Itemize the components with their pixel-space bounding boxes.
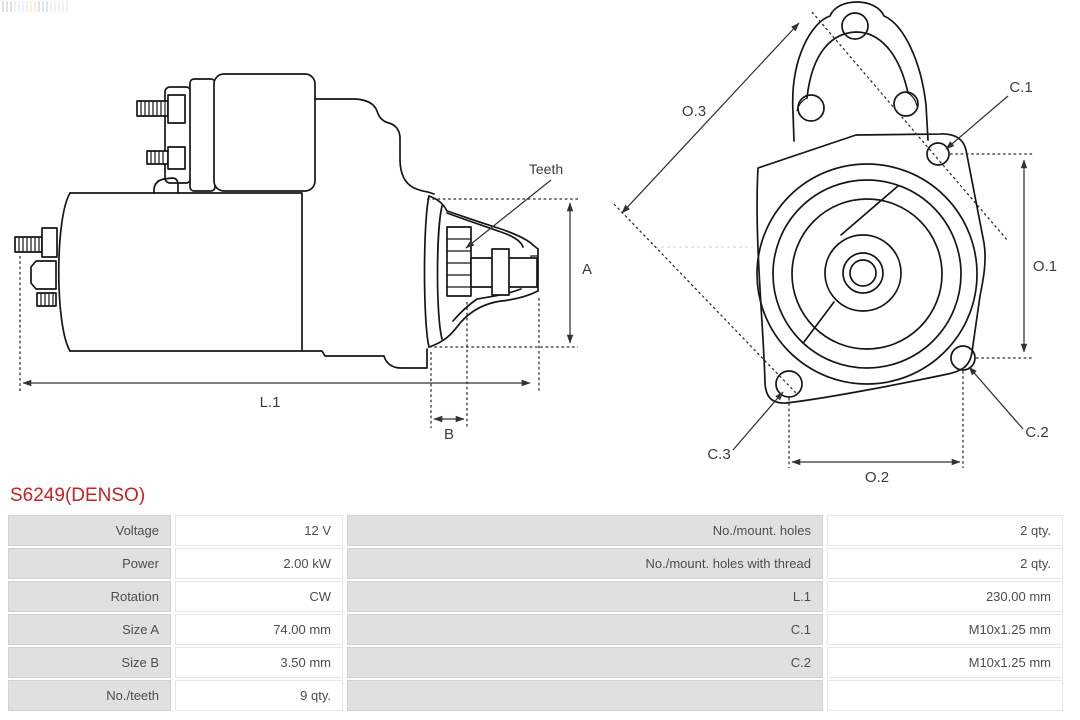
- page-title: S6249(DENSO): [10, 485, 146, 506]
- dim-label-o1: O.1: [1032, 258, 1058, 275]
- spec-value: 3.50 mm: [175, 647, 343, 678]
- pinion-gear: [447, 227, 537, 296]
- table-row: [8, 581, 1064, 612]
- spec-value: 230.00 mm: [827, 581, 1063, 612]
- dim-label-l1: L.1: [259, 394, 281, 411]
- spec-label: Size B: [8, 647, 171, 678]
- table-row: [8, 647, 1064, 678]
- spec-label: C.2: [347, 647, 823, 678]
- spec-label: Voltage: [8, 515, 171, 546]
- spec-value: 2 qty.: [827, 515, 1063, 546]
- dim-label-c1: C.1: [1009, 79, 1033, 96]
- dim-label-o2: O.2: [864, 469, 890, 482]
- housing-circles: [757, 164, 977, 384]
- side-view-drawing: [15, 74, 538, 368]
- spec-label: Power: [8, 548, 171, 579]
- dim-label-c3: C.3: [707, 446, 731, 463]
- spec-label: Rotation: [8, 581, 171, 612]
- spec-label: No./mount. holes: [347, 515, 823, 546]
- front-view-drawing: [757, 2, 985, 403]
- spec-label: C.1: [347, 614, 823, 645]
- dim-label-b: B: [443, 426, 455, 443]
- dim-label-c2: C.2: [1025, 424, 1049, 441]
- table-row: [8, 614, 1064, 645]
- teeth-leader-line: [466, 180, 551, 248]
- spec-label: L.1: [347, 581, 823, 612]
- table-row: [8, 548, 1064, 579]
- motor-terminal-studs: [15, 228, 57, 306]
- spec-value: 2.00 kW: [175, 548, 343, 579]
- mounting-ear: [793, 2, 928, 141]
- spec-label: [347, 680, 823, 711]
- spec-value: [827, 680, 1063, 711]
- mount-hole-c3: [776, 371, 802, 397]
- spec-label: No./mount. holes with thread: [347, 548, 823, 579]
- solenoid: [165, 74, 434, 194]
- table-row: [8, 680, 1064, 711]
- dim-label-o3: O.3: [681, 103, 707, 120]
- motor-body: [59, 193, 427, 368]
- spec-value: 9 qty.: [175, 680, 343, 711]
- spec-value: 2 qty.: [827, 548, 1063, 579]
- teeth-label: Teeth: [528, 161, 564, 177]
- spec-value: M10x1.25 mm: [827, 647, 1063, 678]
- spec-value: M10x1.25 mm: [827, 614, 1063, 645]
- spec-section: [8, 484, 1064, 711]
- dim-label-a: A: [582, 261, 593, 278]
- spec-table: [8, 515, 1064, 711]
- table-row: [8, 515, 1064, 546]
- spec-label: No./teeth: [8, 680, 171, 711]
- spec-value: 74.00 mm: [175, 614, 343, 645]
- side-view-dimensions: [20, 161, 753, 443]
- spec-label: Size A: [8, 614, 171, 645]
- mount-hole-c1: [927, 143, 949, 165]
- spec-value: CW: [175, 581, 343, 612]
- spec-value: 12 V: [175, 515, 343, 546]
